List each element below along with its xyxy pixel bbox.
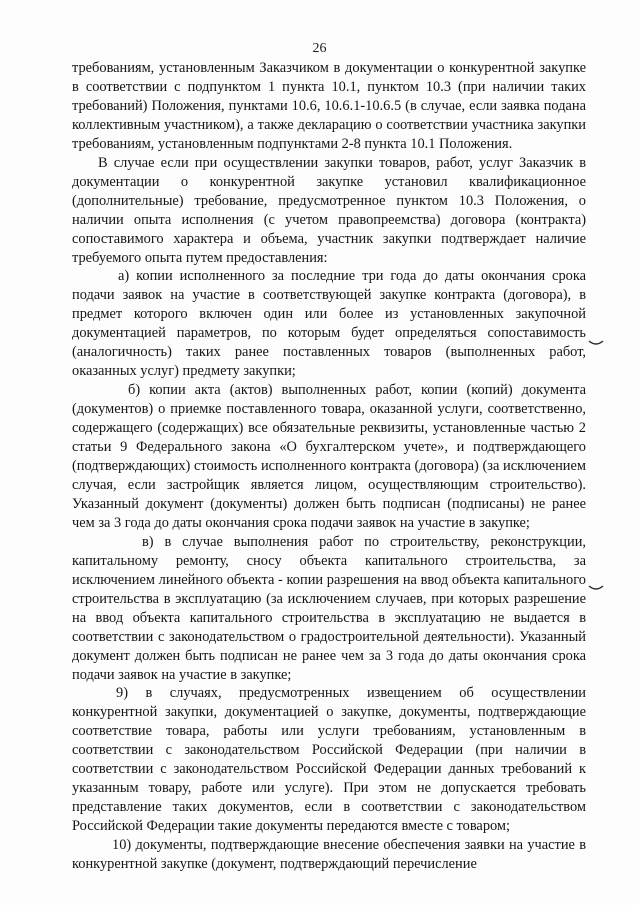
paragraph-requirements-continuation: требованиям, установленным Заказчиком в документации о конкурентной закупке в соответствии с подпунктом 1 пункта 10.1, пунктом 10.3 (при наличии таких требований) Положения, пунктами 10.6, 10.6.1-10.6.5 (в случае, если заявка подана коллективным участником), а также декларацию о соответствии участника закупки требованиям, установленным подпунктами 2-8 пункта 10.1 Положения. — [72, 60, 586, 152]
paragraph-item-9: 9) в случаях, предусмотренных извещением об осуществлении конкурентной закупки, документацией о закупке, документы, подтверждающие соответствие товара, работы или услуги требованиям, установленным в соответствии с законодательством Российской Федерации (при наличии в соответствии с законодательством Российской Федерации данных требований к указанным товару, работе или услуге). При этом не допускается требовать представление таких документов, если в соответствии с законодательством Российской Федерации такие документы передаются вместе с товаром; — [72, 685, 586, 835]
margin-mark-tick — [588, 339, 604, 347]
paragraph-item-b: б) копии акта (актов) выполненных работ, копии (копий) документа (документов) о приемке поставленного товара, оказанной услуги, соответственно, содержащего (содержащих) все обязательные реквизиты, установленные частью 2 статьи 9 Федерального закона «О бухгалтерском учете», и подтверждающего (подтверждающих) стоимость исполненного контракта (договора) (за исключением случая, если застройщик является лицом, осуществляющим строительство). Указанный документ (документы) должен быть подписан (подписаны) не ранее чем за 3 года до даты окончания срока подачи заявок на участие в закупке; — [72, 382, 586, 531]
margin-mark-tick — [588, 584, 604, 592]
paragraph-item-v: в) в случае выполнения работ по строительству, реконструкции, капитальному ремонту, сносу объекта капитального строительства, за исключением линейного объекта - копии разрешения на ввод объекта капитального строительства в эксплуатацию (за исключением случаев, при которых разрешение на ввод объекта капитального строительства в эксплуатацию не выдается в соответствии с законодательством о градостроительной деятельности). Указанный документ должен быть подписан не ранее чем за 3 года до даты окончания срока подачи заявок на участие в закупке; — [72, 533, 586, 683]
paragraph-experience-requirement: В случае если при осуществлении закупки товаров, работ, услуг Заказчик в документации о конкурентной закупке установил квалификационное (дополнительные) требование, предусмотренное пунктом 10.3 Положения, о наличии опыта исполнения (с учетом правопреемства) договора (контракта) сопоставимого характера и объема, участник закупки подтверждает наличие требуемого опыта путем предоставления: — [72, 154, 586, 266]
page-number: 26 — [312, 41, 327, 56]
paragraph-item-a: а) копии исполненного за последние три года до даты окончания срока подачи заявок на участие в соответствующей закупке контракта (договора), в предмет которого включен один или более из установленных закупочной документацией параметров, по которым будет определяться сопоставимость (аналогичность) таких ранее поставленных товаров (выполненных работ, оказанных услуг) предмету закупки; — [72, 268, 586, 380]
paragraph-item-10: 10) документы, подтверждающие внесение обеспечения заявки на участие в конкурентной закупке (документ, подтверждающий перечисление — [72, 837, 586, 873]
document-body — [72, 59, 586, 874]
